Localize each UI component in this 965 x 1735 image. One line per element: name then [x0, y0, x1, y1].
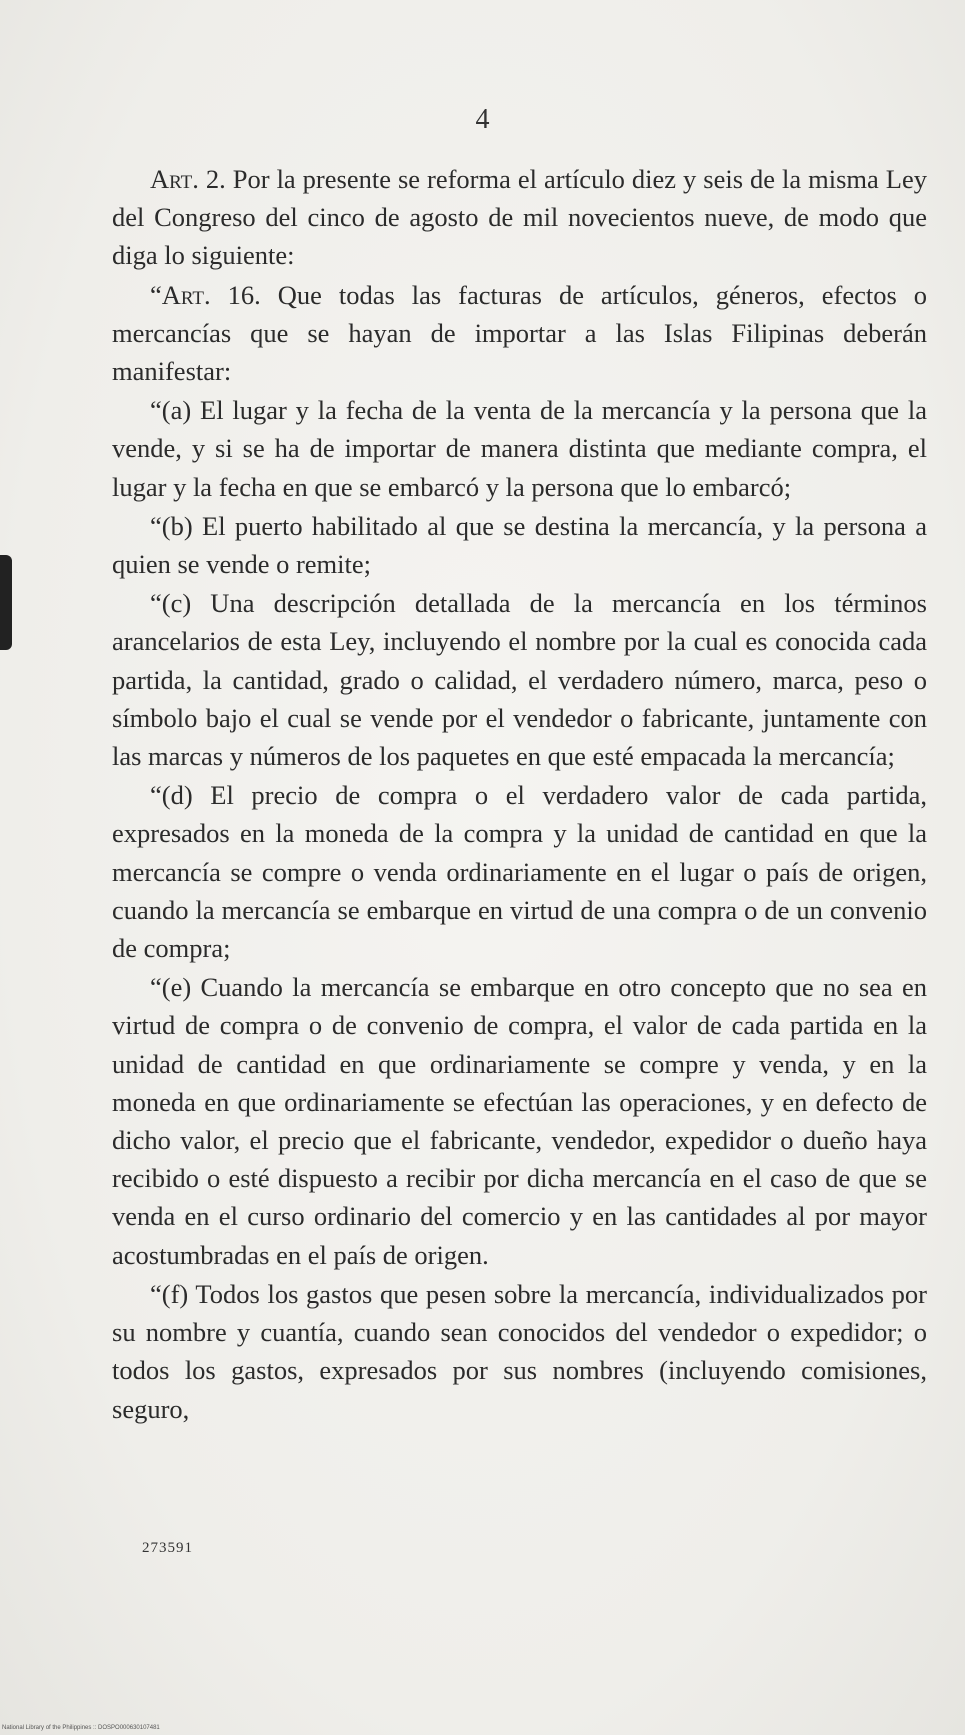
page-number: 4	[475, 104, 490, 135]
print-code: 273591	[142, 1540, 193, 1556]
paragraph-item-f: “(f) Todos los gastos que pesen sobre la mercancía, individualizados por su nombre y cuantía, cuando sean conocidos del vendedor o expedidor; o todos los gastos, expresados por sus nombres (incluyendo comisiones, seguro,	[112, 1278, 927, 1424]
paragraph-text: 16. Que todas las facturas de artículos, géneros, efectos o mercancías que se hayan de importar a las Islas Filipinas deberán manifestar:	[112, 279, 927, 387]
paragraph-item-e: “(e) Cuando la mercancía se embarque en otro concepto que no sea en virtud de compra o de convenio de compra, el valor de cada partida en la unidad de cantidad en que ordinariamente se compre y venda, y en la moneda en que ordinariamente se efectúan las operaciones, y en defecto de dicho valor, el precio que el fabricante, vendedor, expedidor o dueño haya recibido o esté dispuesto a recibir por dicha mercancía en el caso de que se venda en el curso ordinario del comercio y en las cantidades al por mayor acostumbradas en el país de origen.	[112, 972, 927, 1270]
footer-watermark: National Library of the Philippines :: DOSPO000630107481	[2, 1725, 160, 1731]
article-label: “Art.	[150, 279, 211, 310]
body-text	[112, 160, 927, 1429]
paragraph-item-d: “(d) El precio de compra o el verdadero valor de cada partida, expresados en la moneda de la compra y la unidad de cantidad en que la mercancía se compre o venda ordinariamente en el lugar o país de origen, cuando la mercancía se embarque en virtud de una compra o de un convenio de compra;	[112, 780, 927, 964]
paragraph-item-b: “(b) El puerto habilitado al que se destina la mercancía, y la persona a quien se vende o remite;	[112, 510, 927, 580]
paragraph-item-c: “(c) Una descripción detallada de la mercancía en los términos arancelarios de esta Ley, incluyendo el nombre por la cual es conocida cada partida, la cantidad, grado o calidad, el verdadero número, marca, peso o símbolo bajo el cual se vende por el vendedor o fabricante, juntamente con las marcas y números de los paquetes en que esté empacada la mercancía;	[112, 588, 927, 772]
paragraph-art-2	[112, 160, 927, 275]
binding-mark	[0, 555, 12, 650]
paragraph-art-16	[112, 276, 927, 391]
paragraph-item-a: “(a) El lugar y la fecha de la venta de la mercancía y la persona que la vende, y si se ha de importar de manera distinta que mediante compra, el lugar y la fecha en que se embarcó y la persona que lo embarcó;	[112, 395, 927, 502]
article-label: Art.	[150, 164, 199, 194]
paragraph-text: 2. Por la presente se reforma el artículo diez y seis de la misma Ley del Congreso del cinco de agosto de mil novecientos nueve, de modo que diga lo siguiente:	[112, 164, 927, 271]
